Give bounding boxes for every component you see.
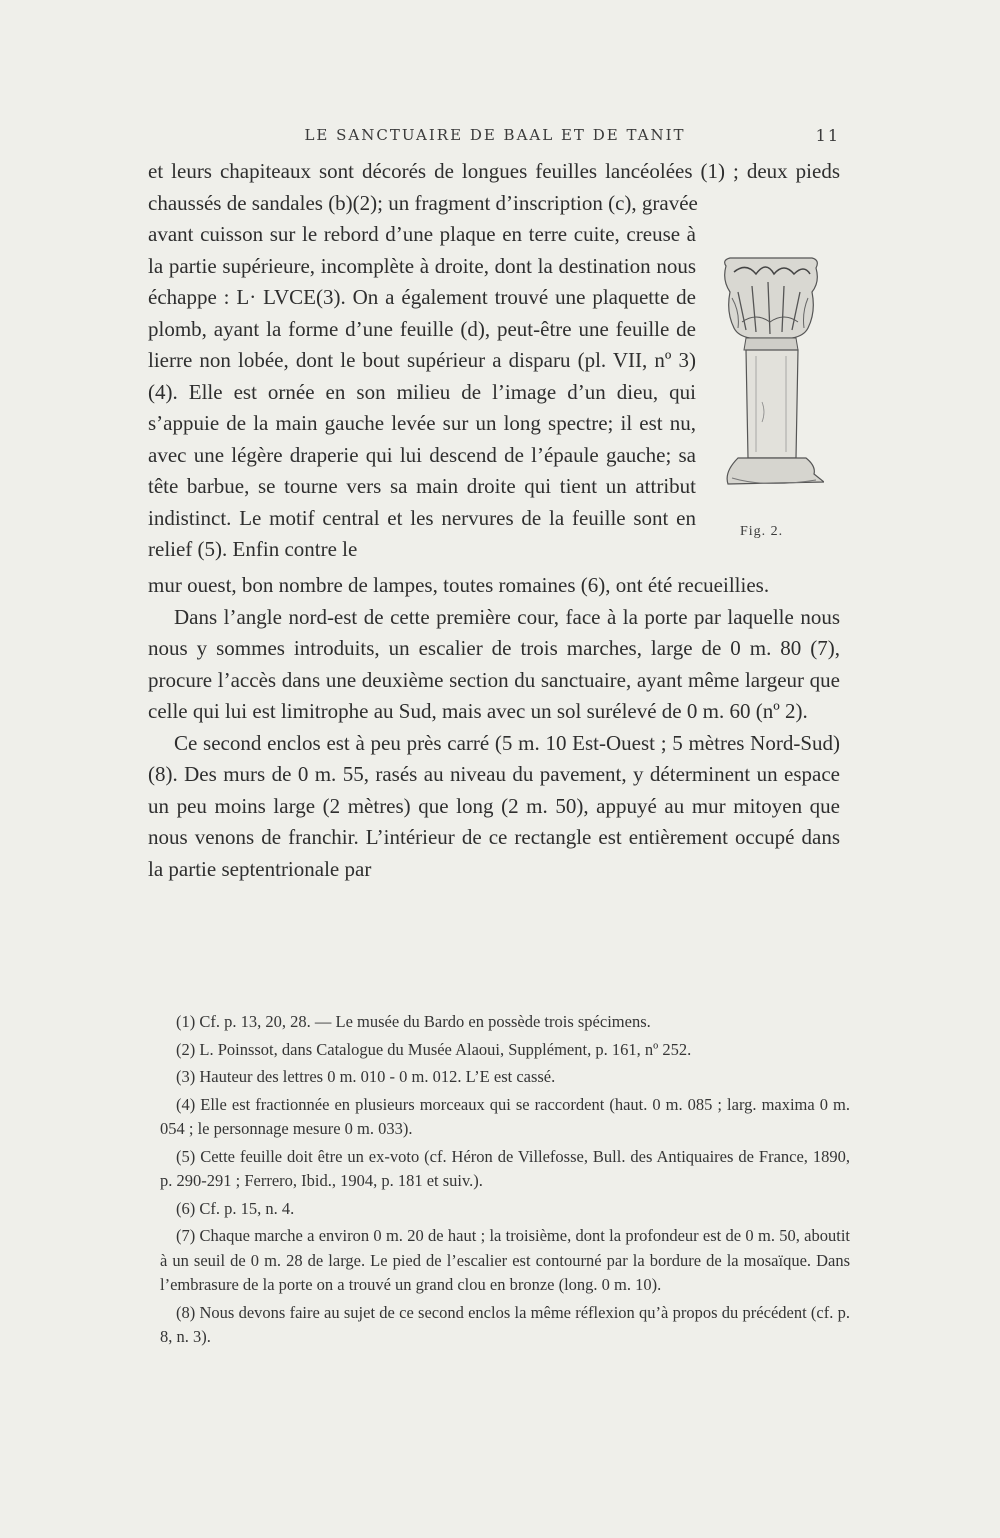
footnote: (8) Nous devons faire au sujet de ce second enclos la même réflexion qu’à propos du précédent (cf. p. 8, n. 3). <box>160 1302 850 1346</box>
footnote: (5) Cette feuille doit être un ex-voto (cf. Héron de Villefosse, Bull. des Antiquaires de France, 1890, p. 290-291 ; Ferrero, Ibid., 1904, p. 181 et suiv.). <box>160 1146 850 1190</box>
paragraph-text: mur ouest, bon nombre de lampes, toutes romaines (6), ont été recueillies. <box>148 573 770 597</box>
running-title: LE SANCTUAIRE DE BAAL ET DE TANIT <box>304 126 686 144</box>
footnotes <box>160 1010 850 1353</box>
body-top-lines <box>148 156 840 219</box>
figure-caption: Fig. 2. <box>740 524 784 539</box>
footnote: (3) Hauteur des lettres 0 m. 010 - 0 m. 012. L’E est cassé. <box>176 1067 556 1086</box>
footnote: (2) L. Poinssot, dans Catalogue du Musée Alaoui, Supplément, p. 161, nº 252. <box>176 1039 692 1059</box>
footnote: (6) Cf. p. 15, n. 4. <box>176 1198 295 1218</box>
paragraph-text: avant cuisson sur le rebord d’une plaque en terre cuite, creuse à la partie supérieure, incomplète à droite, dont la destination nous échappe : L· LVCE(3). On a également trouvé une plaquette de plomb, ayant la forme d’une feuille (d), peut-être une feuille de lierre non lobée, dont le bout supérieur a disparu (pl. VII, nº 3)(4). Elle est ornée en son milieu de l’image d’un dieu, qui s’appuie de la main gauche levée sur un long spectre; il est nu, avec une légère draperie qui lui descend de l’épaule gauche; sa tête barbue, se tourne vers sa main droite qui tient un attribut indistinct. Le motif central et les nervures de la feuille sont en relief (5). Enfin contre le <box>148 222 696 561</box>
column-capital-illustration-icon <box>716 252 824 508</box>
paragraph-text: Dans l’angle nord-est de cette première cour, face à la porte par laquelle nous nous y sommes introduits, un escalier de trois marches, large de 0 m. 80 (7), procure l’accès dans une deuxième section du sanctuaire, ayant même largeur que celle qui lui est limitrophe au Sud, mais avec un sol surélevé de 0 m. 60 (nº 2). <box>148 604 840 723</box>
figure-column <box>716 252 824 508</box>
page-number: 11 <box>815 126 840 145</box>
footnote: (1) Cf. p. 13, 20, 28. — Le musée du Bardo en possède trois spécimens. <box>176 1012 651 1031</box>
body-main <box>148 570 840 885</box>
paragraph-text: et leurs chapiteaux sont décorés de longues feuilles lancéolées (1) ; deux pieds chaussés de sandales (b)(2); un fragment d’inscription (c), gravée <box>148 159 840 215</box>
footnote: (7) Chaque marche a environ 0 m. 20 de haut ; la troisième, dont la profondeur est de 0 m. 50, aboutit à un seuil de 0 m. 28 de large. Le pied de l’escalier est contourné par la bordure de la mosaïque. Dans l’embrasure de la porte on a trouvé un grand clou en bronze (long. 0 m. 10). <box>160 1226 850 1294</box>
running-head <box>150 126 840 150</box>
text-wrapped-around-figure <box>148 219 696 566</box>
footnote: (4) Elle est fractionnée en plusieurs morceaux qui se raccordent (haut. 0 m. 085 ; larg. maxima 0 m. 054 ; le personnage mesure 0 m. 033). <box>160 1094 850 1138</box>
paragraph-text: Ce second enclos est à peu près carré (5 m. 10 Est-Ouest ; 5 mètres Nord-Sud) (8). Des murs de 0 m. 55, rasés au niveau du pavement, y déterminent un espace un peu moins large (2 mètres) que long (2 m. 50), appuyé au mur mitoyen que nous venons de franchir. L’intérieur de ce rectangle est entièrement occupé dans la partie septentrionale par <box>148 730 840 881</box>
